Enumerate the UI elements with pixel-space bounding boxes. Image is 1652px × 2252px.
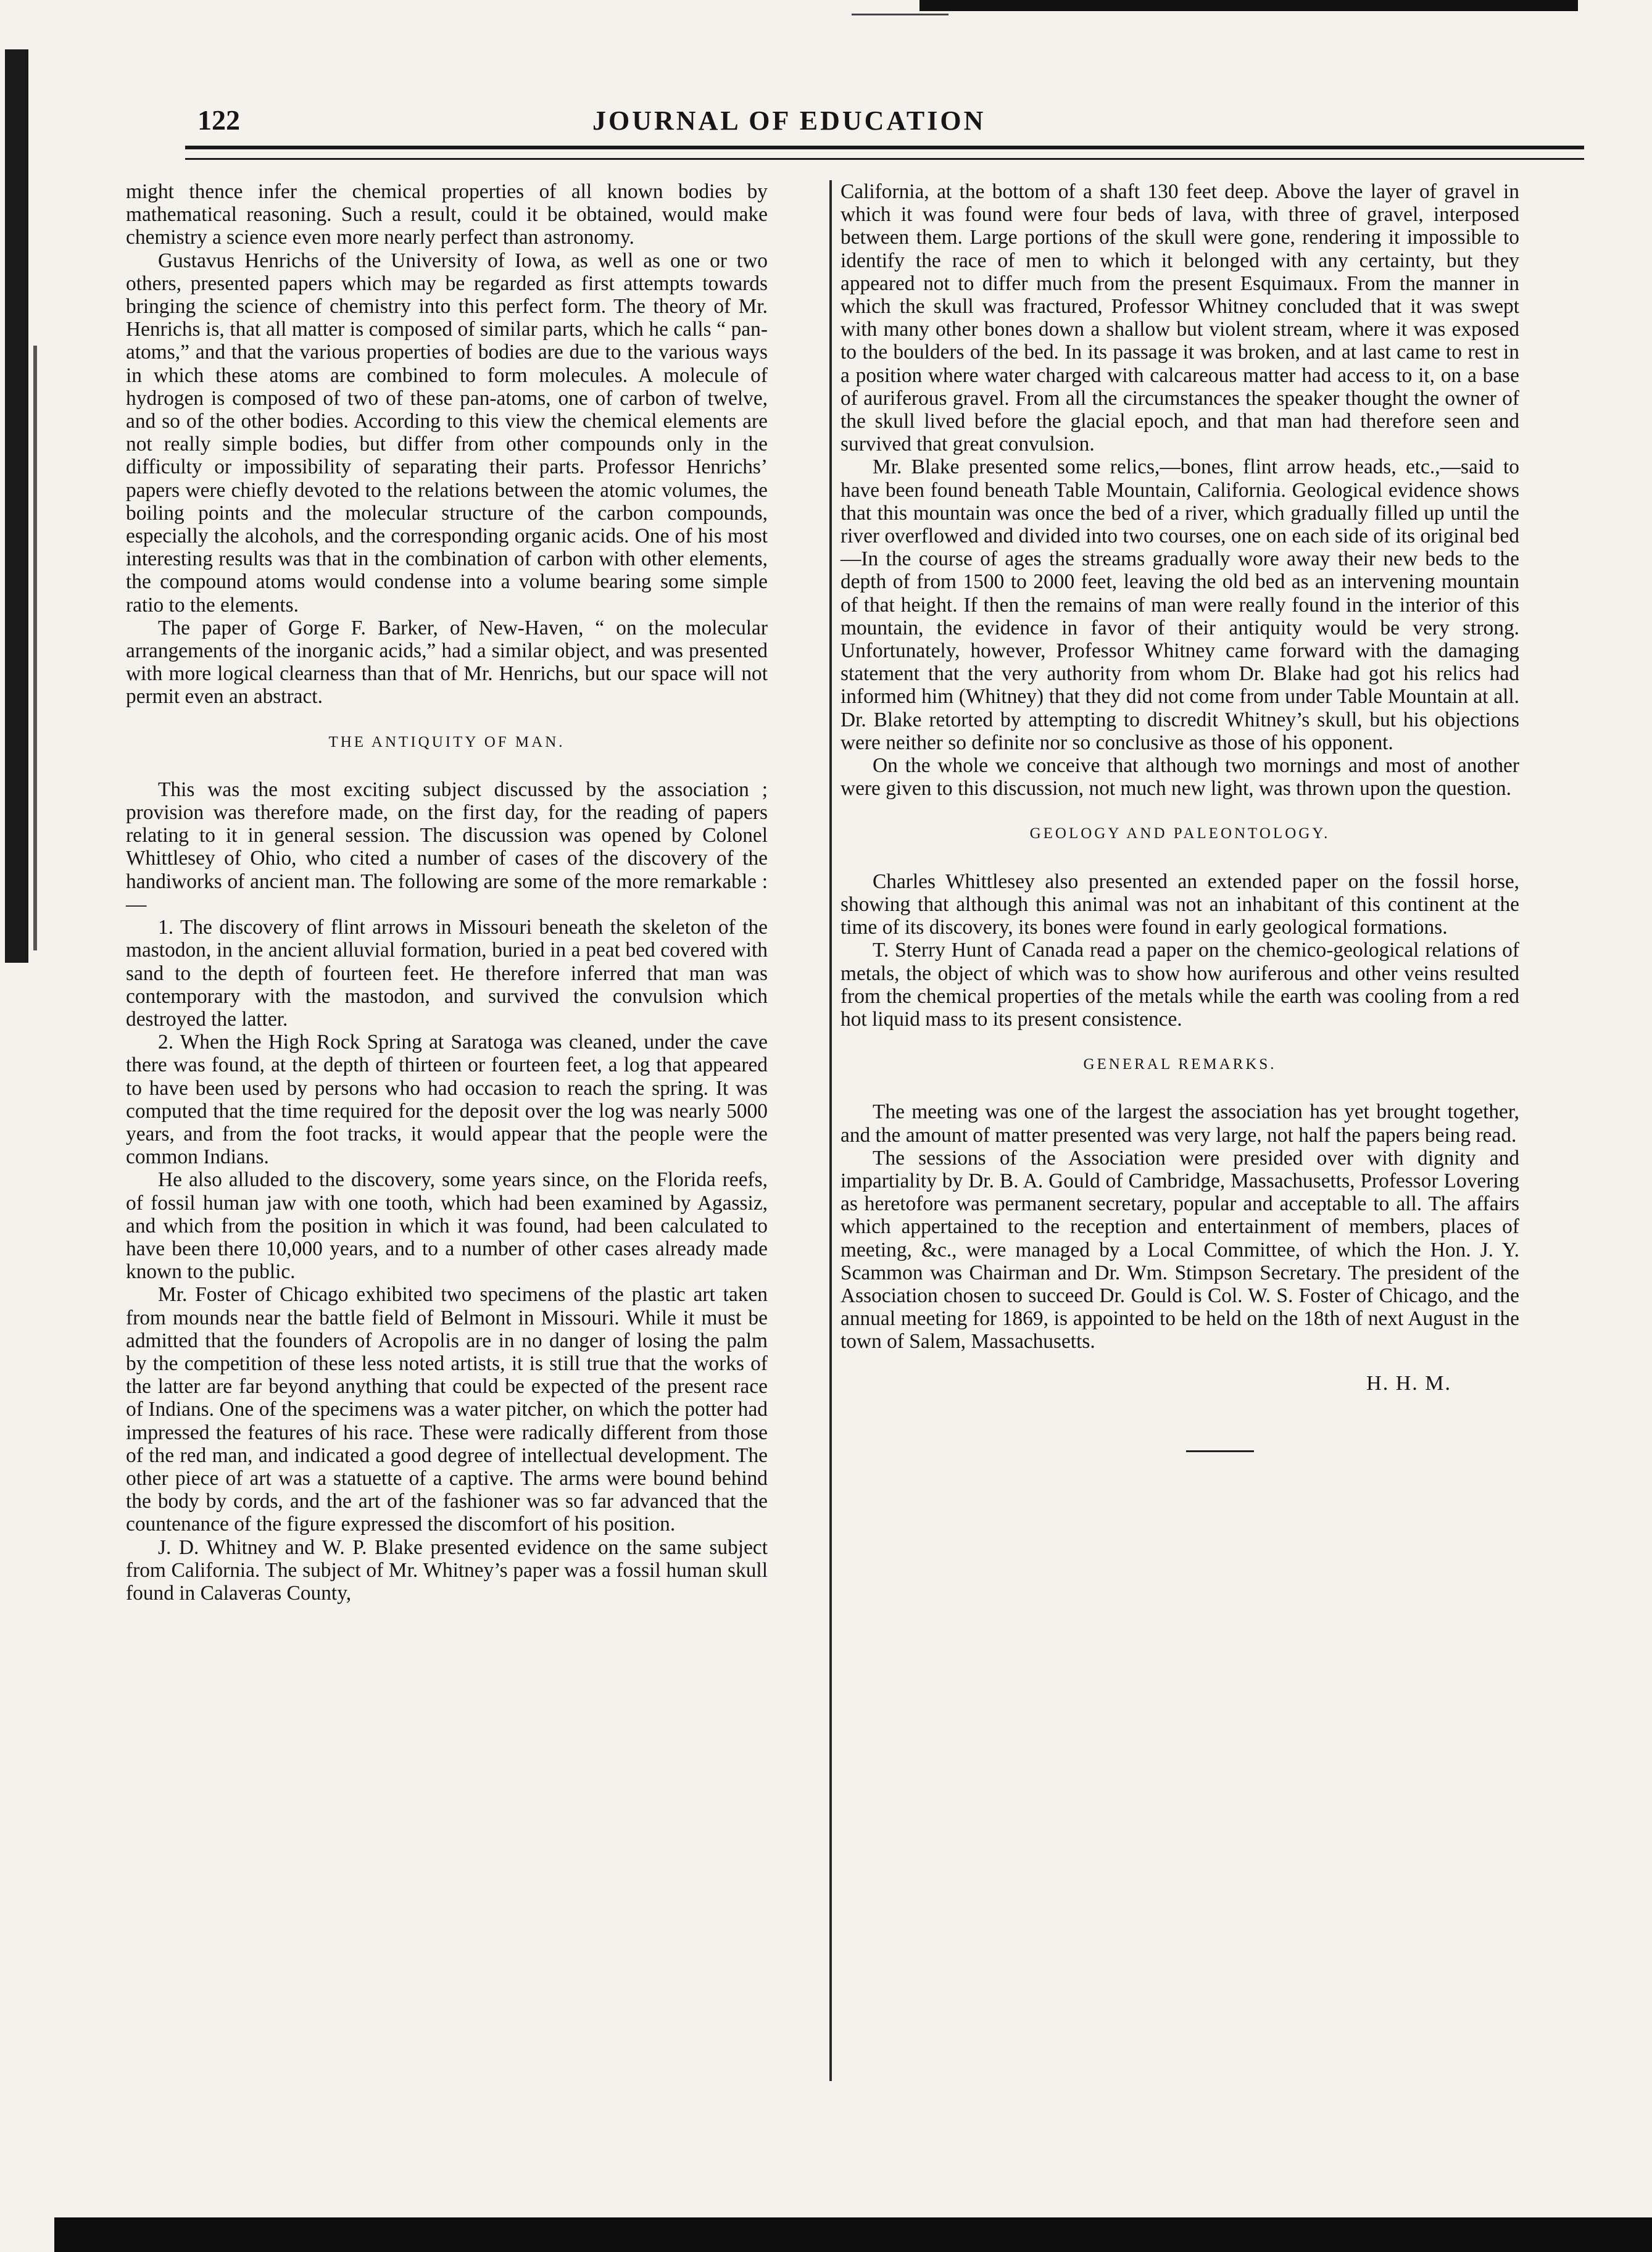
section-heading-geology: GEOLOGY AND PALEONTOLOGY. (1029, 825, 1330, 842)
paragraph: Mr. Foster of Chicago exhibited two specimens of the plastic art taken from mounds near the battle field of Belmont in Missouri. While it must be admitted that the founders of Acropolis are in no danger of losing the palm by the competition of these less noted artists, it is still true that the works of the latter are far beyond anything that could be expected of the present race of Indians. One of the specimens was a water pitcher, on which the potter had impressed the features of his race. These were radically different from those of the red man, and indicated a good degree of intellectual development. The other piece of art was a statuette of a captive. The arms were bound behind the body by cords, and the art of the fashioner was so far advanced that the countenance of the figure expressed the discomfort of his position. (126, 1283, 768, 1536)
section-heading-general-remarks: GENERAL REMARKS. (1083, 1056, 1277, 1073)
scan-edge-top (919, 0, 1578, 11)
scan-edge-left (5, 49, 28, 963)
running-head-title: JOURNAL OF EDUCATION (592, 106, 986, 136)
paragraph: The meeting was one of the largest the association has yet brought together, and the amount of matter presented was very large, not half the papers being read. (841, 1100, 1519, 1147)
author-signature: H. H. M. (1366, 1371, 1451, 1395)
paragraph: might thence infer the chemical properties of all known bodies by mathematical reasoning. Such a result, could it be obtained, would make chemistry a science even more nearly perfect than astronomy. (126, 180, 768, 249)
paragraph: J. D. Whitney and W. P. Blake presented evidence on the same subject from California. The subject of Mr. Whitney’s paper was a fossil human skull found in Calaveras County, (126, 1535, 768, 1605)
paragraph: This was the most exciting subject discussed by the association ; provision was therefore made, on the first day, for the reading of papers relating to it in general session. The discussion was opened by Colonel Whittlesey of Ohio, who cited a number of cases of the discovery of the handiworks of ancient man. The following are some of the more remarkable :— (126, 778, 768, 916)
scan-edge-bottom (54, 2217, 1652, 2252)
scan-edge-left-thin (33, 346, 37, 950)
section-heading-antiquity: THE ANTIQUITY OF MAN. (328, 733, 565, 750)
header-rule-thick (185, 146, 1584, 149)
header-rule-thin (185, 158, 1584, 160)
paragraph: Charles Whittlesey also presented an extended paper on the fossil horse, showing that although this animal was not an inhabitant of this continent at the time of its discovery, its bones were found in early geological formations. (841, 870, 1519, 939)
paragraph: California, at the bottom of a shaft 130 feet deep. Above the layer of gravel in which it was found were four beds of lava, with three of gravel, interposed between them. Large portions of the skull were gone, rendering it impossible to identify the race of men to which it belonged with any certainty, but they appeared not to differ much from the present Esquimaux. From the manner in which the skull was fractured, Professor Whitney concluded that it was swept with many other bones down a shallow but violent stream, where it was exposed to the boulders of the bed. In its passage it was broken, and at last came to rest in a position where water charged with calcareous matter had access to it, on a base of auriferous gravel. From all the circumstances the speaker thought the owner of the skull lived before the glacial epoch, and that man had therefore seen and survived that great convulsion. (841, 180, 1519, 456)
paragraph: 2. When the High Rock Spring at Saratoga was cleaned, under the cave there was found, at the depth of thirteen or fourteen feet, a log that appeared to have been used by persons who had occasion to reach the spring. It was computed that the time required for the deposit over the log was nearly 5000 years, and from the foot tracks, it would appear that the people were the common Indians. (126, 1031, 768, 1169)
paragraph: Gustavus Henrichs of the University of Iowa, as well as one or two others, presented papers which may be regarded as first attempts towards bringing the science of chemistry into this perfect form. The theory of Mr. Henrichs is, that all matter is composed of similar parts, which he calls “ pan-atoms,” and that the various properties of bodies are due to the various ways in which these atoms are combined to form molecules. A molecule of hydrogen is composed of two of these pan-atoms, one of carbon of twelve, and so of the other bodies. According to this view the chemical elements are not really simple bodies, but differ from other compounds only in the difficulty or impossibility of separating their parts. Professor Henrichs’ papers were chiefly devoted to the relations between the atomic volumes, the boiling points and the molecular structure of the carbon compounds, especially the alcohols, and the corresponding organic acids. One of his most interesting results was that in the combination of carbon with other elements, the compound atoms would condense into a volume bearing some simple ratio to the elements. (126, 249, 768, 617)
column-divider (829, 180, 832, 2081)
right-column (841, 180, 1519, 1452)
page-number: 122 (197, 104, 240, 136)
paragraph: The paper of Gorge F. Barker, of New-Haven, “ on the molecular arrangements of the inorganic acids,” had a similar object, and was presented with more logical clearness than that of Mr. Henrichs, but our space will not permit even an abstract. (126, 616, 768, 708)
left-column (126, 180, 768, 1605)
paragraph: He also alluded to the discovery, some years since, on the Florida reefs, of fossil human jaw with one tooth, which had been examined by Agassiz, and which from the position in which it was found, had been calculated to have been there 10,000 years, and to a number of other cases already made known to the public. (126, 1168, 768, 1284)
paragraph: Mr. Blake presented some relics,—bones, flint arrow heads, etc.,—said to have been found beneath Table Mountain, California. Geological evidence shows that this mountain was once the bed of a river, which gradually filled up until the river overflowed and divided into two courses, one on each side of its original bed—In the course of ages the streams gradually wore away their new beds to the depth of from 1500 to 2000 feet, leaving the old bed as an intervening mountain of that height. If then the remains of man were really found in the interior of this mountain, the evidence in favor of their antiquity would be very strong. Unfortunately, however, Professor Whitney came forward with the damaging statement that the very authority from whom Dr. Blake had got his relics had informed him (Whitney) that they did not come from under Table Mountain at all. Dr. Blake retorted by attempting to discredit Whitney’s skull, but his objections were neither so definite nor so conclusive as those of his opponent. (841, 455, 1519, 754)
paragraph: The sessions of the Association were presided over with dignity and impartiality by Dr. B. A. Gould of Cambridge, Massachusetts, Professor Lovering as heretofore was permanent secretary, popular and acceptable to all. The affairs which appertained to the reception and entertainment of members, places of meeting, &c., were managed by a Local Committee, of which the Hon. J. Y. Scammon was Chairman and Dr. Wm. Stimpson Secretary. The president of the Association chosen to succeed Dr. Gould is Col. W. S. Foster of Chicago, and the annual meeting for 1869, is appointed to be held on the 18th of next August in the town of Salem, Massachusetts. (841, 1146, 1519, 1353)
paragraph: T. Sterry Hunt of Canada read a paper on the chemico-geological relations of metals, the object of which was to show how auriferous and other veins resulted from the chemical properties of the metals while the earth was cooling from a red hot liquid mass to its present consistence. (841, 939, 1519, 1031)
end-rule (1186, 1450, 1254, 1452)
paragraph: 1. The discovery of flint arrows in Missouri beneath the skeleton of the mastodon, in the ancient alluvial formation, buried in a peat bed covered with sand to the depth of fourteen feet. He therefore inferred that man was contemporary with the mastodon, and survived the convulsion which destroyed the latter. (126, 916, 768, 1031)
paragraph: On the whole we conceive that although two mornings and most of another were given to this discussion, not much new light, was thrown upon the question. (841, 754, 1519, 800)
scan-edge-top-thin (852, 14, 948, 15)
